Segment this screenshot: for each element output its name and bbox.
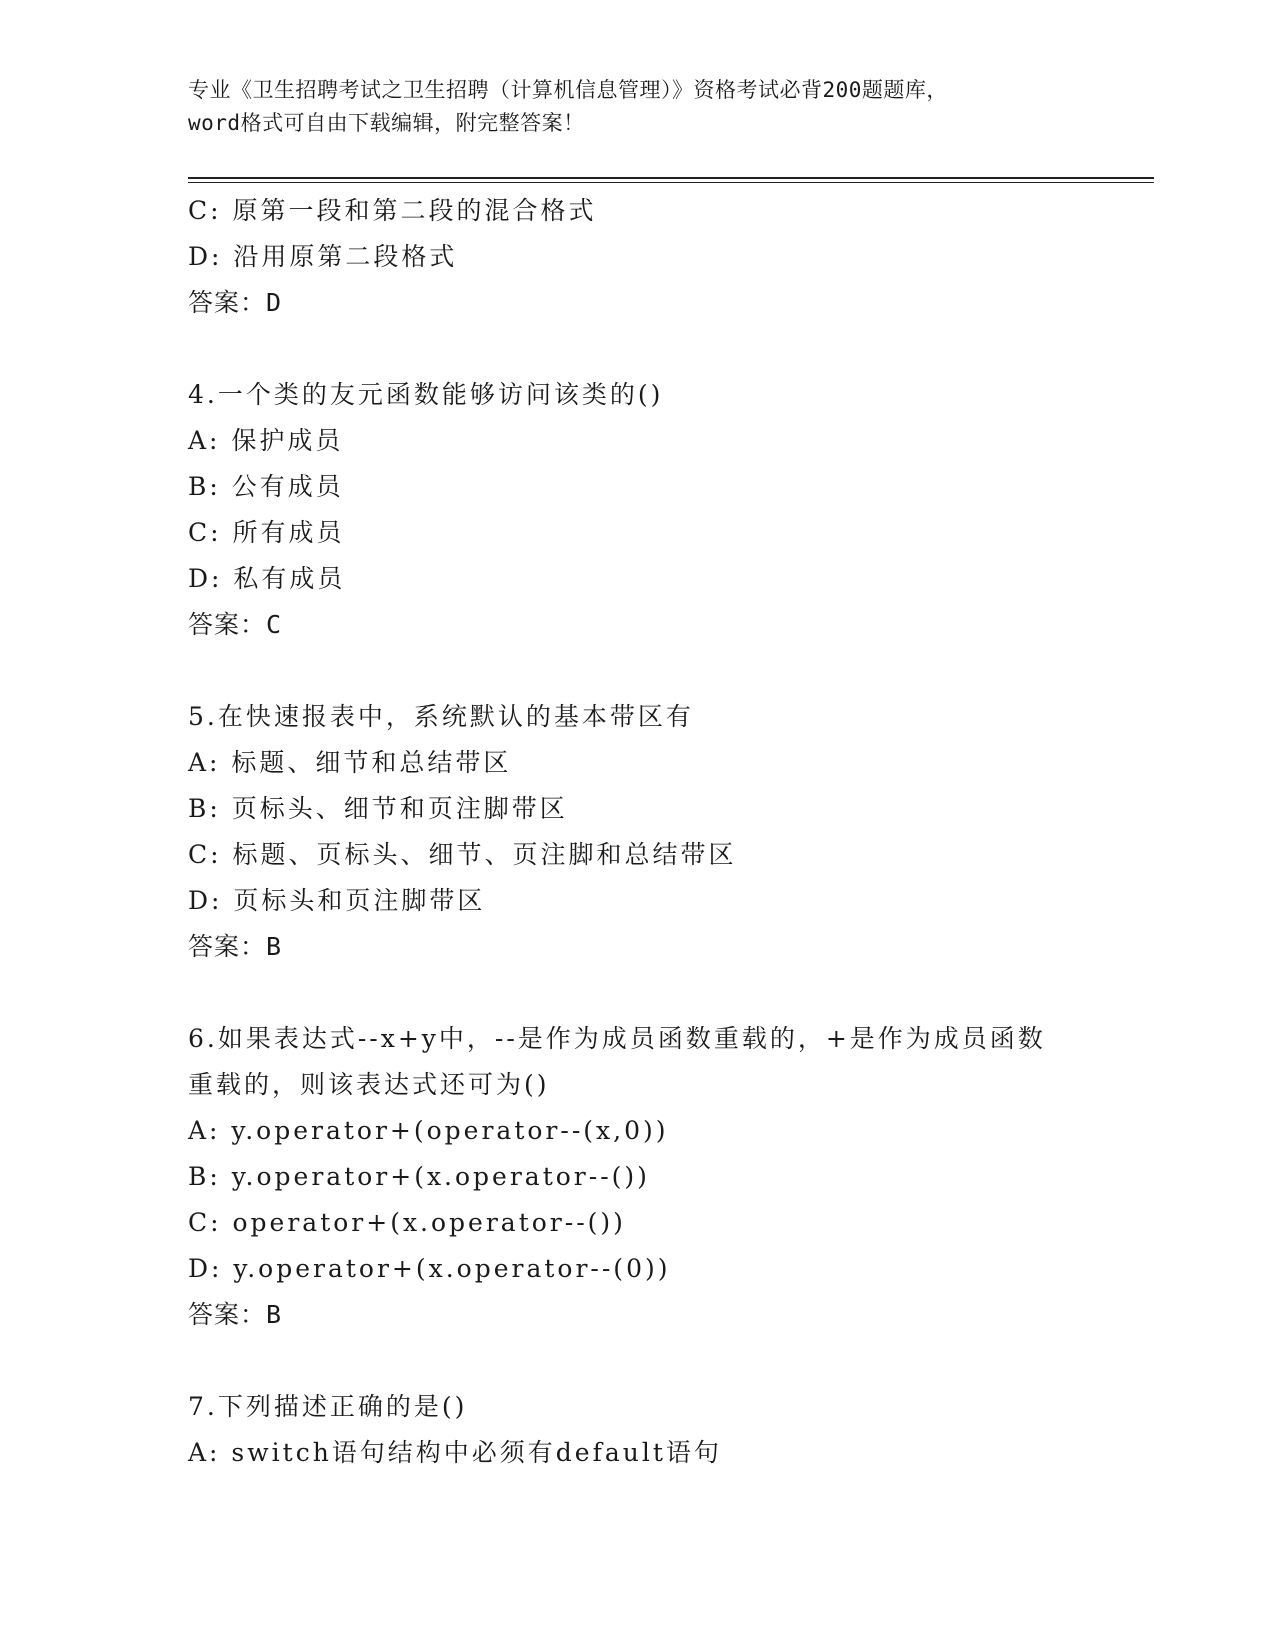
header-line-1: 专业《卫生招聘考试之卫生招聘（计算机信息管理）》资格考试必背200题题库， [188,78,948,102]
q4-question: 4.一个类的友元函数能够访问该类的() [188,380,664,409]
spacer [188,648,1138,694]
q4-option-b: B: 公有成员 [188,472,344,501]
q5-option-c: C: 标题、页标头、细节、页注脚和总结带区 [188,840,737,869]
header-divider-thick [188,177,1154,179]
spacer [188,326,1138,372]
q6-question-line-1: 6.如果表达式--x+y中，--是作为成员函数重载的，+是作为成员函数 [188,1024,1046,1053]
q7-question: 7.下列描述正确的是() [188,1392,468,1421]
q4-option-d: D: 私有成员 [188,564,346,593]
q5-option-a: A: 标题、细节和总结带区 [188,748,512,777]
q6-question-line-2: 重载的，则该表达式还可为() [188,1070,550,1099]
q6-option-a: A: y.operator+(operator--(x,0)) [188,1116,669,1145]
q6-option-d: D: y.operator+(x.operator--(0)) [188,1254,671,1283]
q7-option-a: A: switch语句结构中必须有default语句 [188,1438,722,1467]
header-divider-thin [188,182,1154,183]
q5-option-b: B: 页标头、细节和页注脚带区 [188,794,568,823]
q3-option-d: D: 沿用原第二段格式 [188,242,458,271]
q3-answer: 答案：D [188,288,283,317]
q5-option-d: D: 页标头和页注脚带区 [188,886,486,915]
q4-option-a: A: 保护成员 [188,426,344,455]
q4-option-c: C: 所有成员 [188,518,345,547]
q6-answer: 答案：B [188,1300,283,1329]
spacer [188,1338,1138,1384]
document-header [188,74,1088,140]
q5-question: 5.在快速报表中，系统默认的基本带区有 [188,702,694,731]
q4-answer: 答案：C [188,610,283,639]
q5-answer: 答案：B [188,932,283,961]
q6-option-b: B: y.operator+(x.operator--()) [188,1162,650,1191]
spacer [188,970,1138,1016]
question-list [188,188,1138,1476]
q6-option-c: C: operator+(x.operator--()) [188,1208,626,1237]
q3-option-c: C: 原第一段和第二段的混合格式 [188,196,597,225]
header-line-2: word格式可自由下载编辑，附完整答案！ [188,111,585,135]
